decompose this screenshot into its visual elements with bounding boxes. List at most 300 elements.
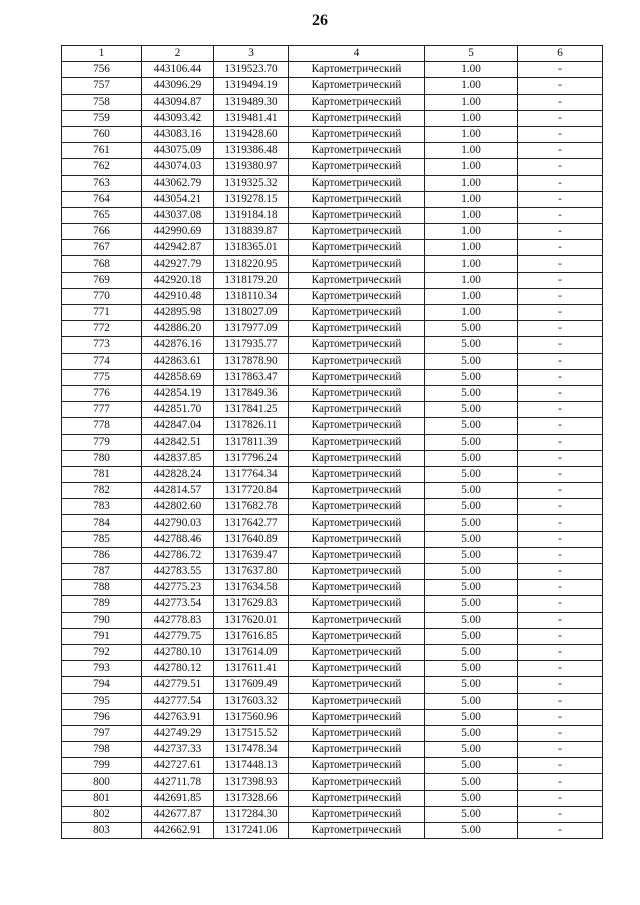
table-cell: Картометрический [289,725,425,741]
table-cell: 442783.55 [142,564,214,580]
table-cell: 443083.16 [142,126,214,142]
table-row [62,272,603,288]
table-row [62,385,603,401]
table-row [62,644,603,660]
table-row [62,240,603,256]
table-cell: - [518,434,603,450]
table-row [62,143,603,159]
table-cell: 1317826.11 [214,418,289,434]
table-cell: 442920.18 [142,272,214,288]
table-cell: 442775.23 [142,580,214,596]
table-cell: - [518,596,603,612]
table-cell: 5.00 [425,547,518,563]
table-cell: 5.00 [425,515,518,531]
table-cell: 783 [62,499,142,515]
table-cell: 1.00 [425,62,518,78]
table-cell: - [518,159,603,175]
table-cell: Картометрический [289,78,425,94]
table-cell: 442786.72 [142,547,214,563]
table-cell: 777 [62,402,142,418]
table-cell: Картометрический [289,175,425,191]
table-cell: Картометрический [289,790,425,806]
table-cell: 5.00 [425,661,518,677]
table-cell: 766 [62,224,142,240]
table-cell: 798 [62,742,142,758]
table-cell: - [518,321,603,337]
table-row [62,418,603,434]
table-cell: 5.00 [425,693,518,709]
table-row [62,402,603,418]
table-cell: 789 [62,596,142,612]
table-cell: 768 [62,256,142,272]
table-cell: Картометрический [289,110,425,126]
table-row [62,224,603,240]
table-cell: 5.00 [425,466,518,482]
column-header: 6 [518,46,603,62]
table-cell: - [518,207,603,223]
table-cell: 803 [62,823,142,839]
table-cell: 1.00 [425,256,518,272]
table-cell: 794 [62,677,142,693]
table-cell: 1317611.41 [214,661,289,677]
table-row [62,742,603,758]
table-cell: 1319386.48 [214,143,289,159]
table-cell: 5.00 [425,418,518,434]
table-cell: 1318110.34 [214,288,289,304]
table-cell: - [518,450,603,466]
table-cell: 770 [62,288,142,304]
table-cell: 769 [62,272,142,288]
table-row [62,628,603,644]
table-row [62,564,603,580]
table-cell: 799 [62,758,142,774]
table-cell: 756 [62,62,142,78]
table-row [62,126,603,142]
table-cell: 442780.12 [142,661,214,677]
table-cell: Картометрический [289,483,425,499]
table-cell: - [518,110,603,126]
table-cell: Картометрический [289,240,425,256]
table-row [62,612,603,628]
table-cell: 760 [62,126,142,142]
table-cell: 795 [62,693,142,709]
table-cell: 5.00 [425,742,518,758]
table-cell: 1317977.09 [214,321,289,337]
table-cell: 1319489.30 [214,94,289,110]
table-cell: 1319325.32 [214,175,289,191]
table-cell: Картометрический [289,466,425,482]
table-cell: 442990.69 [142,224,214,240]
table-cell: 442837.85 [142,450,214,466]
table-cell: - [518,418,603,434]
table-cell: Картометрический [289,806,425,822]
table-cell: 778 [62,418,142,434]
table-cell: Картометрический [289,94,425,110]
table-cell: 1318220.95 [214,256,289,272]
table-cell: 781 [62,466,142,482]
table-cell: 5.00 [425,806,518,822]
table-cell: 442790.03 [142,515,214,531]
table-row [62,78,603,94]
table-row [62,790,603,806]
table-cell: 442863.61 [142,353,214,369]
table-cell: 1.00 [425,78,518,94]
table-cell: 1317634.58 [214,580,289,596]
table-cell: 1317841.25 [214,402,289,418]
table-cell: 1317642.77 [214,515,289,531]
table-cell: Картометрический [289,612,425,628]
table-cell: 442851.70 [142,402,214,418]
table-cell: 1319184.18 [214,207,289,223]
column-header: 1 [62,46,142,62]
table-cell: 1.00 [425,224,518,240]
table-row [62,661,603,677]
table-cell: Картометрический [289,693,425,709]
table-cell: 442763.91 [142,709,214,725]
table-cell: - [518,612,603,628]
table-cell: Картометрический [289,596,425,612]
table-row [62,547,603,563]
table-cell: - [518,224,603,240]
table-row [62,62,603,78]
table-cell: 776 [62,385,142,401]
table-cell: Картометрический [289,774,425,790]
table-cell: 5.00 [425,758,518,774]
table-cell: 793 [62,661,142,677]
table-cell: Картометрический [289,224,425,240]
table-cell: - [518,94,603,110]
table-cell: Картометрический [289,143,425,159]
table-cell: Картометрический [289,823,425,839]
table-cell: 1317849.36 [214,385,289,401]
table-row [62,369,603,385]
table-cell: - [518,385,603,401]
table-header-row [62,46,603,62]
table-cell: 1317640.89 [214,531,289,547]
table-cell: - [518,515,603,531]
table-cell: Картометрический [289,207,425,223]
table-row [62,110,603,126]
table-cell: 5.00 [425,450,518,466]
table-cell: 1317720.84 [214,483,289,499]
table-cell: 442802.60 [142,499,214,515]
table-cell: 442691.85 [142,790,214,806]
table-cell: 786 [62,547,142,563]
table-cell: Картометрический [289,499,425,515]
table-cell: 765 [62,207,142,223]
table-cell: 442749.29 [142,725,214,741]
table-cell: - [518,806,603,822]
table-row [62,159,603,175]
table-cell: - [518,62,603,78]
table-cell: 1317603.32 [214,693,289,709]
table-cell: - [518,580,603,596]
table-cell: 442780.10 [142,644,214,660]
table-cell: - [518,483,603,499]
table-cell: - [518,547,603,563]
table-row [62,466,603,482]
table-cell: 1317284.30 [214,806,289,822]
table-row [62,175,603,191]
table-cell: 1318027.09 [214,305,289,321]
table-cell: 792 [62,644,142,660]
table-cell: 1317515.52 [214,725,289,741]
table-cell: Картометрический [289,644,425,660]
table-row [62,693,603,709]
page-number: 26 [312,12,328,29]
table-cell: 1319523.70 [214,62,289,78]
table-cell: Картометрический [289,256,425,272]
table-row [62,677,603,693]
table-cell: 442737.33 [142,742,214,758]
table-row [62,806,603,822]
table-cell: Картометрический [289,369,425,385]
table-cell: 1317629.83 [214,596,289,612]
table-cell: 775 [62,369,142,385]
table-row [62,823,603,839]
table-cell: 780 [62,450,142,466]
table-cell: 1317796.24 [214,450,289,466]
table-cell: Картометрический [289,191,425,207]
table-cell: Картометрический [289,709,425,725]
table-cell: 1317764.34 [214,466,289,482]
table-cell: Картометрический [289,353,425,369]
table-cell: Картометрический [289,321,425,337]
table-cell: 5.00 [425,385,518,401]
table-cell: 5.00 [425,580,518,596]
table-cell: 801 [62,790,142,806]
table-cell: 1.00 [425,94,518,110]
table-cell: 784 [62,515,142,531]
table-cell: Картометрический [289,580,425,596]
table-cell: 443096.29 [142,78,214,94]
table-cell: 767 [62,240,142,256]
table-cell: 443062.79 [142,175,214,191]
table-cell: 763 [62,175,142,191]
table-row [62,288,603,304]
table-cell: - [518,466,603,482]
table-cell: - [518,240,603,256]
table-cell: 442777.54 [142,693,214,709]
table-cell: Картометрический [289,402,425,418]
table-cell: 442927.79 [142,256,214,272]
table-cell: 5.00 [425,596,518,612]
table-row [62,596,603,612]
table-row [62,94,603,110]
table-row [62,725,603,741]
table-cell: 442662.91 [142,823,214,839]
table-cell: 779 [62,434,142,450]
table-cell: 442854.19 [142,385,214,401]
table-cell: 1317398.93 [214,774,289,790]
table-cell: 442876.16 [142,337,214,353]
table-cell: Картометрический [289,742,425,758]
table-cell: 5.00 [425,483,518,499]
table-cell: Картометрический [289,450,425,466]
table-cell: 1.00 [425,305,518,321]
table-cell: - [518,823,603,839]
table-cell: - [518,661,603,677]
table-cell: 5.00 [425,402,518,418]
table-cell: - [518,531,603,547]
table-cell: - [518,790,603,806]
table-cell: Картометрический [289,515,425,531]
table-cell: 773 [62,337,142,353]
table-cell: 442847.04 [142,418,214,434]
table-row [62,353,603,369]
table-cell: 442779.51 [142,677,214,693]
table-cell: 1.00 [425,143,518,159]
table-cell: 442842.51 [142,434,214,450]
table-cell: 797 [62,725,142,741]
table-row [62,256,603,272]
table-cell: 764 [62,191,142,207]
table-cell: - [518,693,603,709]
coordinates-table [61,45,603,839]
table-cell: 1.00 [425,207,518,223]
table-cell: 442778.83 [142,612,214,628]
table-cell: Картометрический [289,288,425,304]
table-cell: Картометрический [289,305,425,321]
table-cell: 1319494.19 [214,78,289,94]
table-cell: 796 [62,709,142,725]
table-cell: - [518,758,603,774]
table-row [62,321,603,337]
table-cell: 1.00 [425,110,518,126]
table-cell: Картометрический [289,628,425,644]
table-cell: Картометрический [289,337,425,353]
table-cell: 774 [62,353,142,369]
table-cell: - [518,288,603,304]
table-cell: Картометрический [289,531,425,547]
table-cell: 1318365.01 [214,240,289,256]
column-header: 3 [214,46,289,62]
table-cell: 772 [62,321,142,337]
table-cell: - [518,353,603,369]
table-cell: Картометрический [289,434,425,450]
table-cell: - [518,126,603,142]
table-cell: 771 [62,305,142,321]
table-row [62,191,603,207]
table-cell: - [518,644,603,660]
table-row [62,207,603,223]
table-cell: 442814.57 [142,483,214,499]
table-cell: - [518,564,603,580]
table-row [62,531,603,547]
table-cell: 1.00 [425,191,518,207]
table-row [62,580,603,596]
table-cell: - [518,709,603,725]
table-cell: Картометрический [289,385,425,401]
table-cell: Картометрический [289,661,425,677]
table-cell: 442858.69 [142,369,214,385]
table-cell: - [518,725,603,741]
table-cell: - [518,499,603,515]
table-cell: 762 [62,159,142,175]
table-cell: - [518,272,603,288]
table-body [62,62,603,839]
table-cell: 1319278.15 [214,191,289,207]
table-cell: 788 [62,580,142,596]
table-cell: Картометрический [289,272,425,288]
table-cell: 5.00 [425,790,518,806]
table-row [62,709,603,725]
table-cell: 442788.46 [142,531,214,547]
table-cell: 443037.08 [142,207,214,223]
table-cell: 442727.61 [142,758,214,774]
table-cell: 1317811.39 [214,434,289,450]
table-cell: 5.00 [425,725,518,741]
table-cell: 5.00 [425,823,518,839]
table-cell: 5.00 [425,369,518,385]
table-row [62,515,603,531]
table-cell: 443094.87 [142,94,214,110]
table-cell: 1317448.13 [214,758,289,774]
table-cell: - [518,337,603,353]
table-cell: 1319428.60 [214,126,289,142]
table-cell: Картометрический [289,677,425,693]
table-cell: 757 [62,78,142,94]
table-cell: 800 [62,774,142,790]
table-cell: Картометрический [289,418,425,434]
table-cell: - [518,628,603,644]
table-cell: 5.00 [425,564,518,580]
table-cell: - [518,78,603,94]
table-row [62,758,603,774]
table-cell: - [518,305,603,321]
table-cell: - [518,677,603,693]
table-cell: 5.00 [425,677,518,693]
table-cell: - [518,774,603,790]
table-cell: 1317639.47 [214,547,289,563]
table-cell: 442773.54 [142,596,214,612]
table-cell: 5.00 [425,531,518,547]
table-cell: 759 [62,110,142,126]
table-cell: Картометрический [289,758,425,774]
table-cell: 442895.98 [142,305,214,321]
table-row [62,774,603,790]
table-cell: 442828.24 [142,466,214,482]
table-cell: 1317609.49 [214,677,289,693]
table-cell: 1.00 [425,288,518,304]
table-cell: 5.00 [425,434,518,450]
table-cell: 1319380.97 [214,159,289,175]
table-cell: 5.00 [425,644,518,660]
table-cell: 5.00 [425,628,518,644]
table-cell: 5.00 [425,321,518,337]
table-cell: 1317935.77 [214,337,289,353]
table-cell: 1317637.80 [214,564,289,580]
table-row [62,450,603,466]
table-cell: - [518,256,603,272]
table-row [62,305,603,321]
table-cell: 5.00 [425,774,518,790]
table-cell: 1.00 [425,240,518,256]
table-cell: - [518,742,603,758]
table-cell: 791 [62,628,142,644]
table-cell: 1.00 [425,126,518,142]
table-row [62,499,603,515]
table-cell: Картометрический [289,126,425,142]
table-cell: 5.00 [425,337,518,353]
table-cell: 1.00 [425,272,518,288]
table-cell: 1317682.78 [214,499,289,515]
table-cell: 1317878.90 [214,353,289,369]
table-cell: 1318839.87 [214,224,289,240]
table-cell: Картометрический [289,564,425,580]
table-cell: 5.00 [425,353,518,369]
table-cell: 1317863.47 [214,369,289,385]
